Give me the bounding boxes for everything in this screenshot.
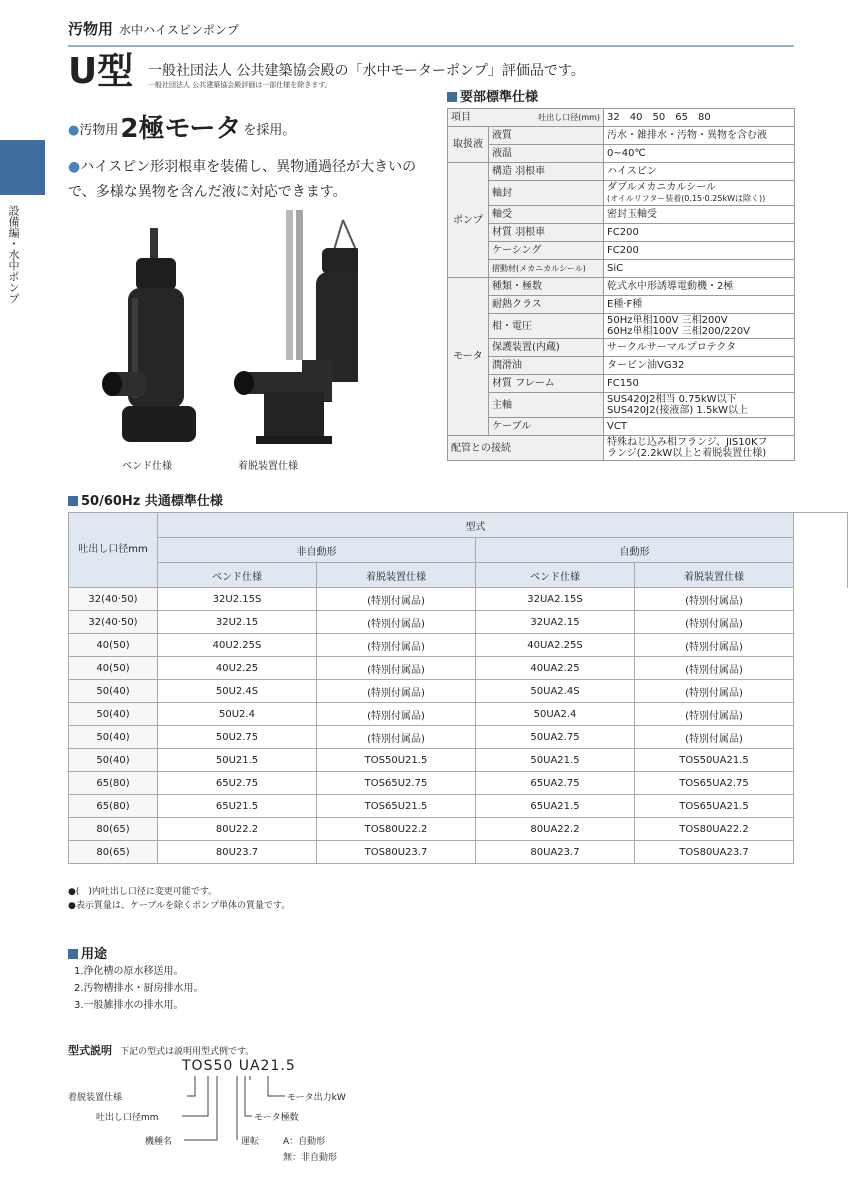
cell-bore: 65(80)	[69, 795, 158, 818]
cell-model: 40UA2.25S	[476, 634, 635, 657]
spec-label: 保護装置(内蔵)	[489, 339, 604, 357]
cell-bore: 32(40·50)	[69, 588, 158, 611]
spec-value: SiC	[604, 260, 795, 278]
label-model-name: 機種名	[145, 1137, 173, 1147]
cell-model: TOS80UA22.2	[635, 818, 794, 841]
col-bend: ベンド仕様	[476, 563, 635, 588]
spec-label: 種類・極数	[489, 278, 604, 296]
label-non-auto: 無：非自動形	[283, 1153, 338, 1163]
cell-model: TOS50UA21.5	[635, 749, 794, 772]
notes	[68, 885, 290, 913]
spec-value: 50Hz単相100V 三相200V 60Hz単相100V 三相200/220V	[604, 314, 795, 339]
spec-value: 汚水・雑排水・汚物・異物を含む液	[604, 127, 795, 145]
cell-model: (特別付属品)	[317, 611, 476, 634]
spec-value: タービン油VG32	[604, 357, 795, 375]
lead-text: 一般社団法人 公共建築協会殿の「水中モーターポンプ」評価品です。	[148, 63, 585, 79]
cell-model: 50UA2.4S	[476, 680, 635, 703]
table-row	[69, 680, 848, 703]
cell-model: 50UA2.75	[476, 726, 635, 749]
caption-bend: ベンド仕様	[122, 461, 172, 472]
cell-model: (特別付属品)	[635, 634, 794, 657]
col-model: 型式	[158, 513, 794, 538]
cell-model: 65UA2.75	[476, 772, 635, 795]
table-row	[69, 795, 848, 818]
spec-value: サークルサーマルプロテクタ	[604, 339, 795, 357]
spec-value: E種·F種	[604, 296, 795, 314]
cell-model: 32UA2.15S	[476, 588, 635, 611]
label-bore: 吐出し口径mm	[96, 1113, 159, 1123]
spec-label: ケーブル	[489, 418, 604, 436]
cell-bore: 40(50)	[69, 657, 158, 680]
cell-model: TOS80U23.7	[317, 841, 476, 864]
model-code-example: TOS50 UA21.5	[182, 1058, 296, 1074]
lead-note: 一般社団法人 公共建築協会殿評価は一部仕様を除きます。	[148, 81, 332, 89]
spec-value: FC200	[604, 242, 795, 260]
spec-label: 液温	[489, 145, 604, 163]
cell-model: 80U22.2	[158, 818, 317, 841]
list-item: 2.汚物槽排水・厨房排水用。	[74, 983, 204, 994]
cell-model: (特別付属品)	[317, 634, 476, 657]
cell-model: (特別付属品)	[317, 588, 476, 611]
model-title: U型	[68, 51, 134, 92]
col-bore: 吐出し口径mm	[69, 513, 158, 588]
spec-value: ハイスピン	[604, 163, 795, 181]
spec-label: 軸受	[489, 206, 604, 224]
feature-motor: ●汚物用2極モータ を採用。	[68, 114, 296, 144]
spec-bores: 32 40 50 65 80	[604, 109, 795, 127]
cell-model: 65U21.5	[158, 795, 317, 818]
cell-model: 40U2.25S	[158, 634, 317, 657]
std-heading: 50/60Hz 共通標準仕様	[68, 490, 223, 509]
spec-label: 潤滑油	[489, 357, 604, 375]
note: ●表示質量は、ケーブルを除くポンプ単体の質量です。	[68, 901, 291, 911]
spec-label: 主軸	[489, 393, 604, 418]
list-item: 3.一般雑排水の排水用。	[74, 1000, 184, 1011]
table-row	[69, 772, 848, 795]
col-detach: 着脱装置仕様	[635, 563, 794, 588]
col-detach: 着脱装置仕様	[317, 563, 476, 588]
spec-label: 材質 フレーム	[489, 375, 604, 393]
cell-model: 80UA23.7	[476, 841, 635, 864]
cell-model: TOS50U21.5	[317, 749, 476, 772]
cell-model: (特別付属品)	[635, 657, 794, 680]
section-label: 設備編・水中ポンプ	[7, 205, 20, 304]
table-row	[69, 634, 848, 657]
spec-value: FC150	[604, 375, 795, 393]
cell-model: 65UA21.5	[476, 795, 635, 818]
spec-value: ダブルメカニカルシール (オイルリフター装着(0.15·0.25kWは除く))	[604, 181, 795, 206]
cell-model: (特別付属品)	[635, 703, 794, 726]
note: ●( )内吐出し口径に変更可能です。	[68, 887, 218, 897]
spec-value: 乾式水中形誘導電動機・2極	[604, 278, 795, 296]
cell-model: (特別付属品)	[317, 726, 476, 749]
cell-bore: 80(65)	[69, 818, 158, 841]
spec-value: FC200	[604, 224, 795, 242]
table-row	[69, 749, 848, 772]
table-row	[69, 703, 848, 726]
cell-model: 50U2.4	[158, 703, 317, 726]
feature-impeller: ●ハイスピン形羽根車を装備し、異物通過径が大きいので、多様な異物を含んだ液に対応できます。	[68, 159, 417, 200]
cell-model: TOS80U22.2	[317, 818, 476, 841]
cell-model: (特別付属品)	[317, 657, 476, 680]
label-auto: A：自動形	[283, 1137, 326, 1147]
table-row	[69, 841, 848, 864]
std-extra-col	[794, 513, 848, 588]
cell-model: (特別付属品)	[635, 611, 794, 634]
cell-model: 65U2.75	[158, 772, 317, 795]
group-motor: モータ	[448, 278, 489, 436]
label-detach: 着脱装置仕様	[68, 1093, 123, 1103]
cell-model: TOS65U2.75	[317, 772, 476, 795]
pump-illustration	[88, 210, 358, 448]
cell-bore: 50(40)	[69, 680, 158, 703]
cell-bore: 50(40)	[69, 703, 158, 726]
cell-bore: 80(65)	[69, 841, 158, 864]
label-motor-kw: モータ出力kW	[287, 1093, 346, 1103]
spec-label: 耐熱クラス	[489, 296, 604, 314]
cell-model: 50U21.5	[158, 749, 317, 772]
list-item: 1.浄化槽の原水移送用。	[74, 966, 184, 977]
spec-label: 摺動材(メカニカルシール)	[489, 260, 604, 278]
cell-bore: 40(50)	[69, 634, 158, 657]
cell-model: (特別付属品)	[317, 703, 476, 726]
cell-model: 50U2.75	[158, 726, 317, 749]
table-row	[69, 588, 848, 611]
spec-value: 密封玉軸受	[604, 206, 795, 224]
table-row	[69, 818, 848, 841]
uses-list	[74, 963, 204, 1014]
standard-spec-table	[68, 512, 848, 864]
cell-model: 32UA2.15	[476, 611, 635, 634]
caption-detach: 着脱装置仕様	[238, 461, 298, 472]
cell-model: 32U2.15	[158, 611, 317, 634]
bend-pump-image	[102, 228, 196, 442]
model-heading: 型式説明 下記の型式は説明用型式例です。	[68, 1044, 255, 1057]
detach-pump-image	[234, 210, 358, 444]
spec-label: 軸封	[489, 181, 604, 206]
page-category: 汚物用 水中ハイスピンポンプ	[68, 20, 239, 38]
cell-model: (特別付属品)	[635, 588, 794, 611]
cell-bore: 50(40)	[69, 726, 158, 749]
cell-model: 50UA2.4	[476, 703, 635, 726]
cell-model: 40UA2.25	[476, 657, 635, 680]
col-auto: 自動形	[476, 538, 794, 563]
spec-value: 特殊ねじ込み相フランジ、JIS10Kフ ランジ(2.2kW以上と着脱装置仕様)	[604, 436, 795, 461]
cell-model: TOS65UA21.5	[635, 795, 794, 818]
cell-model: (特別付属品)	[635, 680, 794, 703]
group-liquid: 取扱液	[448, 127, 489, 163]
col-bend: ベンド仕様	[158, 563, 317, 588]
cell-model: 32U2.15S	[158, 588, 317, 611]
header-rule	[68, 45, 794, 47]
spec-label: 材質 羽根車	[489, 224, 604, 242]
col-non-auto: 非自動形	[158, 538, 476, 563]
spec-value: VCT	[604, 418, 795, 436]
cell-model: 40U2.25	[158, 657, 317, 680]
spec-heading: 要部標準仕様	[447, 86, 538, 105]
cell-model: (特別付属品)	[317, 680, 476, 703]
table-row	[69, 726, 848, 749]
uses-heading: 用途	[68, 943, 107, 962]
cell-bore: 32(40·50)	[69, 611, 158, 634]
spec-label: 液質	[489, 127, 604, 145]
label-motor-pole: モータ極数	[254, 1113, 299, 1123]
cell-model: 80U23.7	[158, 841, 317, 864]
cell-model: (特別付属品)	[635, 726, 794, 749]
label-operation: 運転	[241, 1137, 260, 1147]
spec-item-label: 項目 吐出し口径(mm)	[448, 109, 604, 127]
page-subtitle: 水中ハイスピンポンプ	[119, 23, 239, 37]
cell-model: 50U2.4S	[158, 680, 317, 703]
section-tab	[0, 140, 45, 195]
cell-bore: 65(80)	[69, 772, 158, 795]
cell-model: TOS65UA2.75	[635, 772, 794, 795]
group-pump: ポンプ	[448, 163, 489, 278]
table-row	[69, 611, 848, 634]
spec-table	[447, 108, 795, 461]
spec-label: 配管との接続	[448, 436, 604, 461]
spec-header-row	[448, 109, 795, 127]
spec-label: ケーシング	[489, 242, 604, 260]
spec-value: 0~40℃	[604, 145, 795, 163]
cell-model: TOS80UA23.7	[635, 841, 794, 864]
cell-model: 80UA22.2	[476, 818, 635, 841]
cell-model: 50UA21.5	[476, 749, 635, 772]
cell-bore: 50(40)	[69, 749, 158, 772]
spec-value: SUS420J2相当 0.75kW以下 SUS420J2(接液部) 1.5kW以上	[604, 393, 795, 418]
table-row	[69, 657, 848, 680]
spec-label: 相・電圧	[489, 314, 604, 339]
spec-label: 構造 羽根車	[489, 163, 604, 181]
cell-model: TOS65U21.5	[317, 795, 476, 818]
